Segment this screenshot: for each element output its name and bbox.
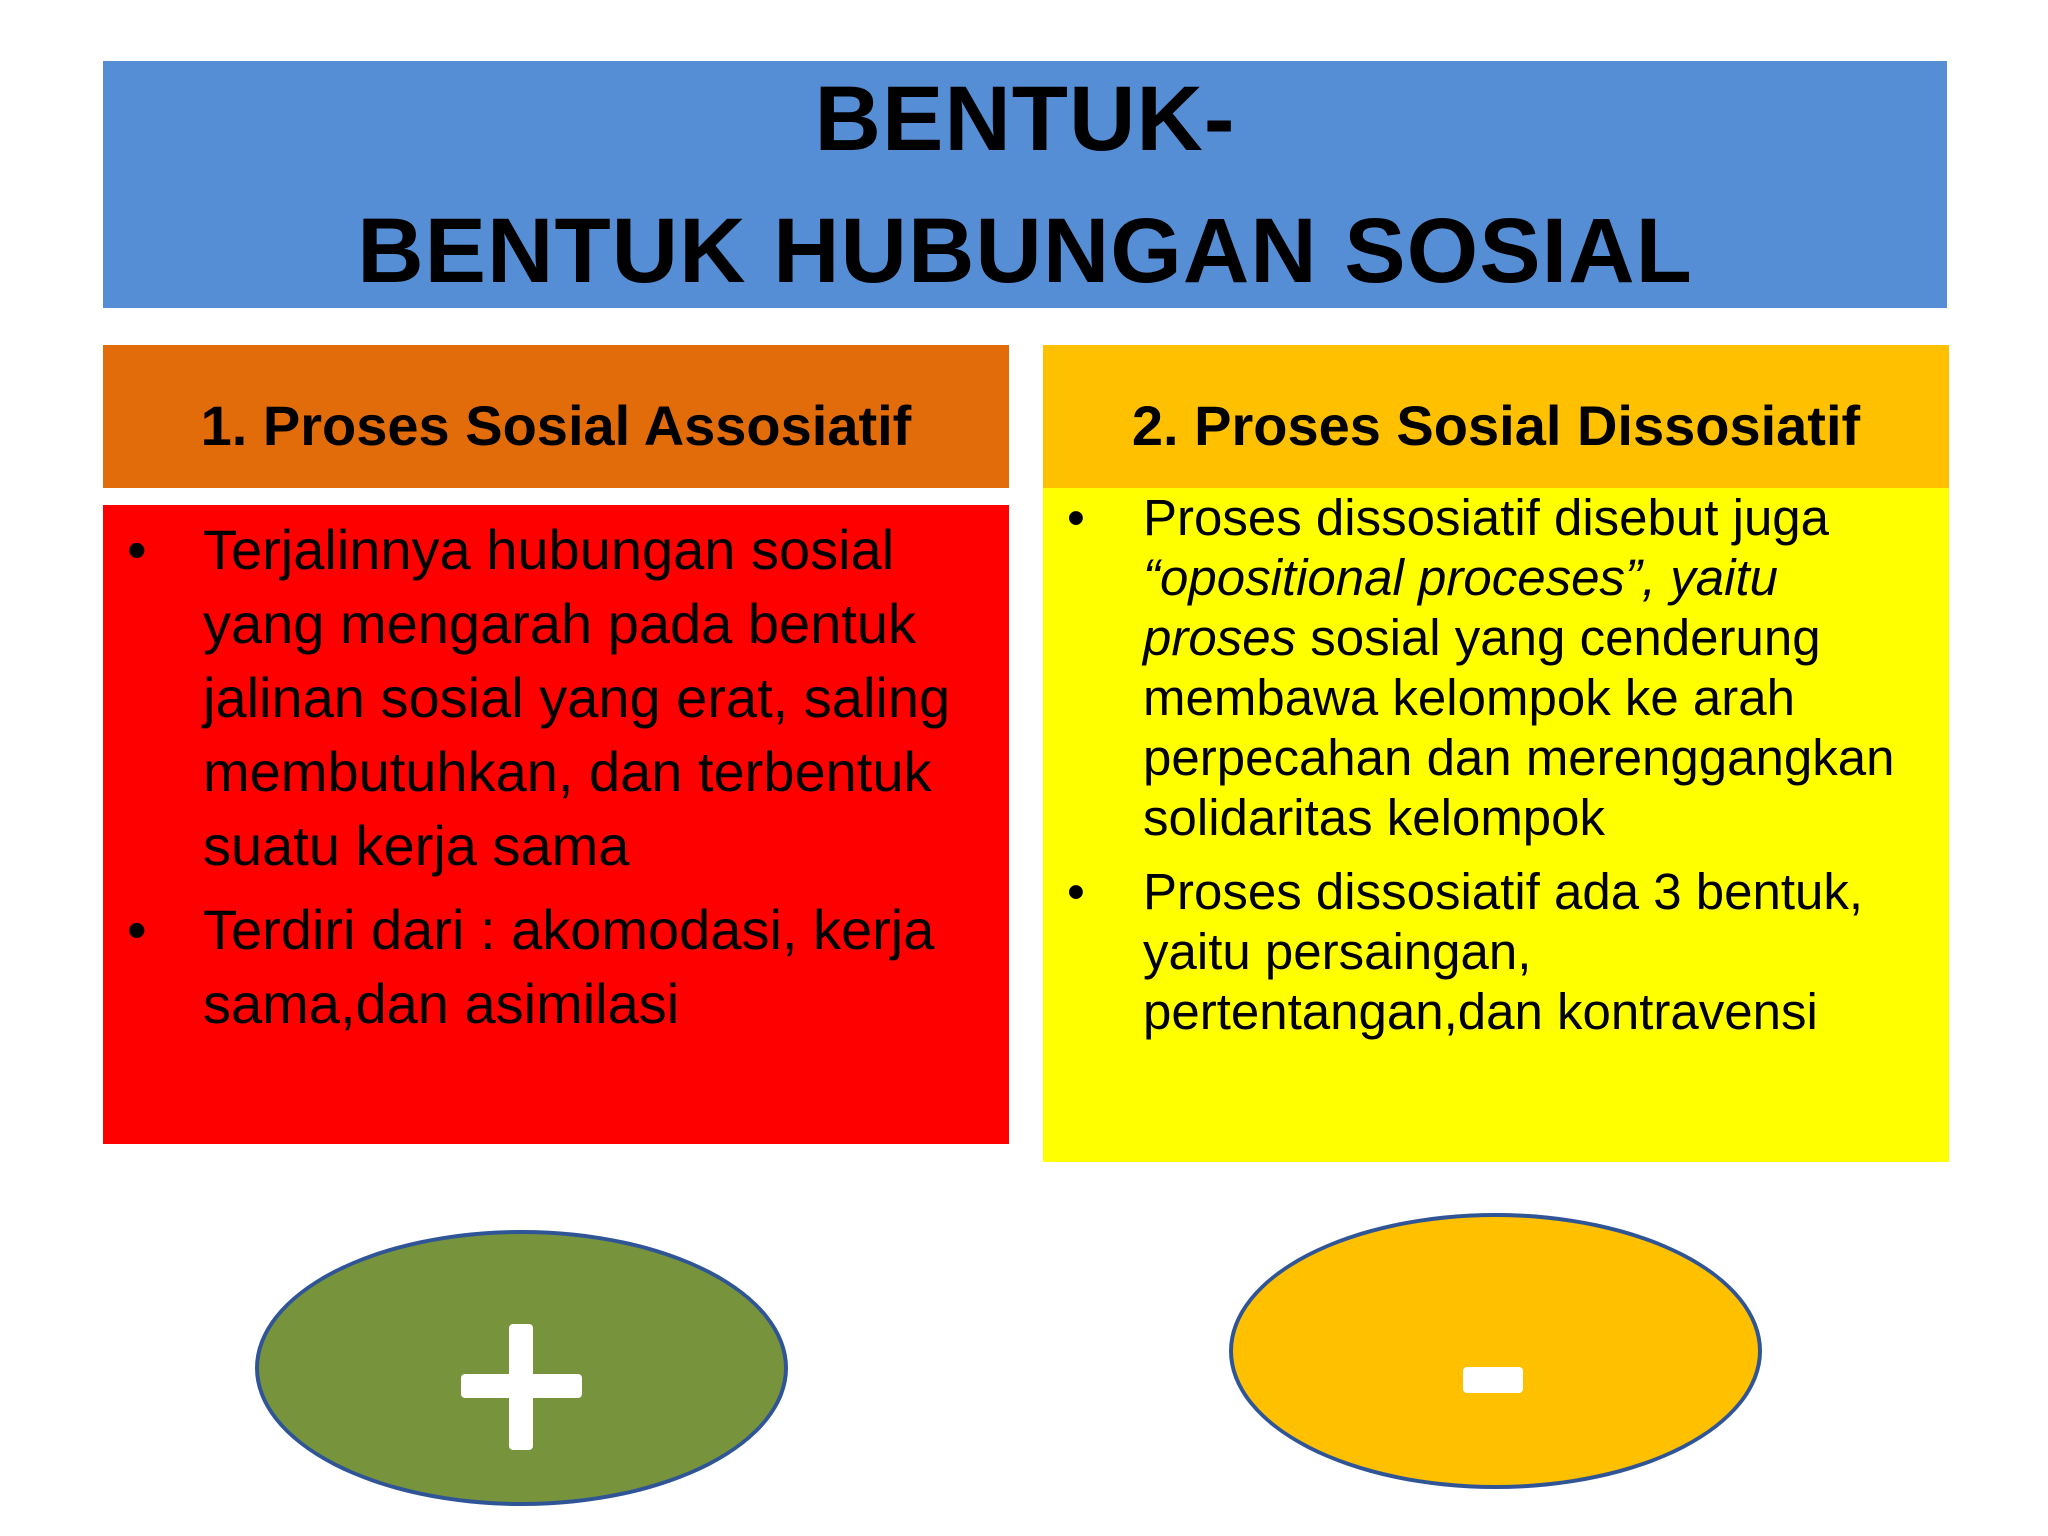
negative-ellipse (1229, 1213, 1762, 1489)
dissociative-body (1043, 488, 1949, 1162)
dissociative-header: 2. Proses Sosial Dissosiatif (1043, 345, 1949, 488)
title-banner (103, 61, 1947, 308)
associative-body (103, 505, 1009, 1144)
bullet-icon: • (127, 898, 147, 961)
associative-bullet-list (123, 513, 989, 1041)
dissociative-bullet-2-text: Proses dissosiatif ada 3 bentuk, yaitu persaingan, pertentangan,dan kontravensi (1143, 863, 1864, 1040)
list-item (1063, 862, 1929, 1042)
title-line-2: BENTUK HUBUNGAN SOSIAL (357, 199, 1693, 302)
associative-header: 1. Proses Sosial Assosiatif (103, 345, 1009, 488)
title-line-1: BENTUK- (814, 67, 1236, 170)
dissociative-bullet-1-text-b: sosial yang cenderung membawa kelompok ke arah perpecahan dan merenggangkan solidaritas kelompok (1143, 609, 1895, 846)
list-item (123, 893, 989, 1041)
associative-bullet-1-text: Terjalinnya hubungan sosial yang mengarah pada bentuk jalinan sosial yang erat, saling membutuhkan, dan terbentuk suatu kerja sama (203, 518, 951, 877)
list-item (123, 513, 989, 883)
dissociative-bullet-list (1063, 488, 1929, 1042)
dissociative-bullet-1-text-a: Proses dissosiatif disebut juga (1143, 489, 1830, 546)
list-item (1063, 488, 1929, 848)
bullet-icon: • (1067, 489, 1085, 546)
bullet-icon: • (1067, 863, 1085, 920)
dissociative-bullet-1-italic: “opositional proceses”, yaitu proses (1143, 549, 1778, 666)
bullet-icon: • (127, 518, 147, 581)
associative-bullet-2-text: Terdiri dari : akomodasi, kerja sama,dan asimilasi (203, 898, 935, 1035)
positive-ellipse (255, 1230, 788, 1506)
